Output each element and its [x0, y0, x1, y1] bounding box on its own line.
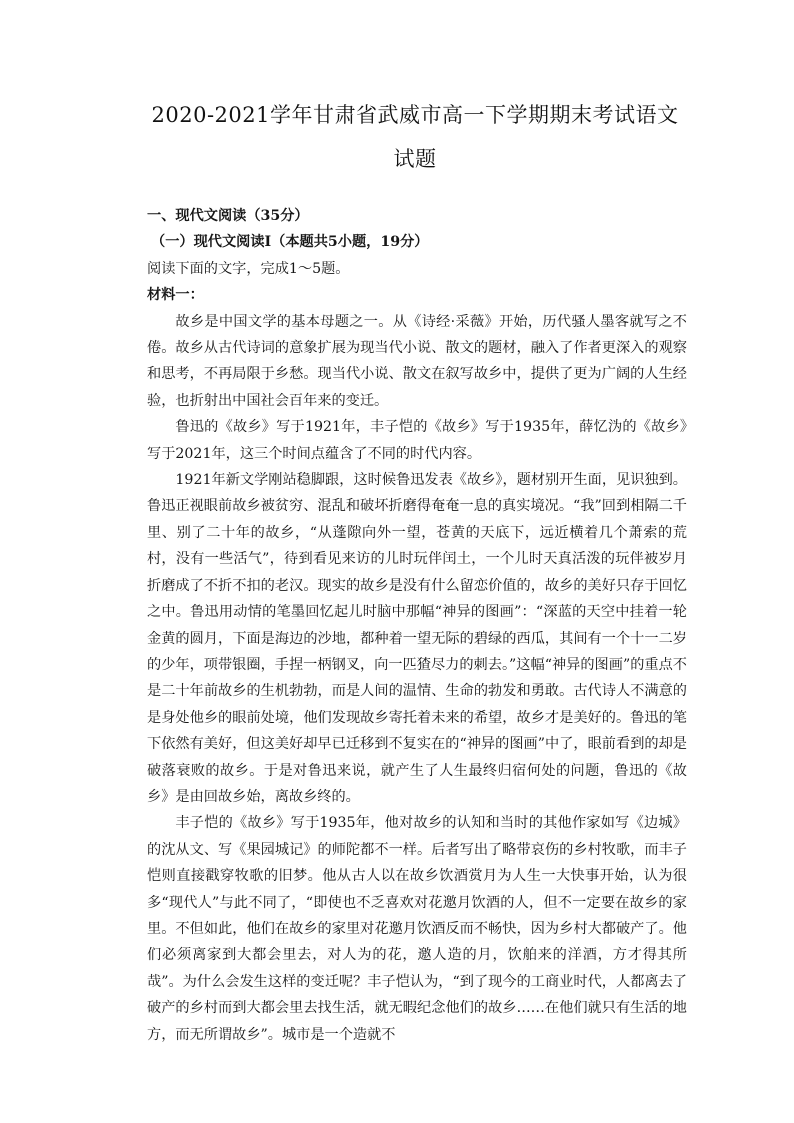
- paragraph-3: 1921年新文学刚站稳脚跟，这时候鲁迅发表《故乡》，题材别开生面，见识独到。鲁迅正视眼前故乡被贫穷、混乱和破坏折磨得奄奄一息的真实境况。“我”回到相隔二千里、别了二十年的故乡，“从蓬隙向外一望，苍黄的天底下，远近横着几个萧索的荒村，没有一些活气”，待到看见来访的儿时玩伴闰土，一个儿时天真活泼的玩伴被岁月折磨成了不折不扣的老汉。现实的故乡是没有什么留恋价值的，故乡的美好只存于回忆之中。鲁迅用动情的笔墨回忆起儿时脑中那幅“神异的图画”：“深蓝的天空中挂着一轮金黄的圆月，下面是海边的沙地，都种着一望无际的碧绿的西瓜，其间有一个十一二岁的少年，项带银圈，手捏一柄钢叉，向一匹猹尽力的刺去。”这幅“神异的图画”的重点不是二十年前故乡的生机勃勃，而是人间的温情、生命的勃发和勇敢。古代诗人不满意的是身处他乡的眼前处境，他们发现故乡寄托着未来的希望，故乡才是美好的。鲁迅的笔下依然有美好，但这美好却早已迁移到不复实在的“神异的图画”中了，眼前看到的却是破落衰败的故乡。于是对鲁迅来说，就产生了人生最终归宿何处的问题，鲁迅的《故乡》是由回故乡始，离故乡终的。: [147, 472, 687, 805]
- reading-instruction: 阅读下面的文字，完成1～5题。: [147, 260, 350, 277]
- paragraph-2: 鲁迅的《故乡》写于1921年，丰子恺的《故乡》写于1935年，薛忆沩的《故乡》写于2021年，这三个时间点蕴含了不同的时代内容。: [147, 419, 687, 462]
- subsection-heading: （一）现代文阅读Ⅰ（本题共5小题，19分）: [151, 234, 429, 251]
- paragraph-1: 故乡是中国文学的基本母题之一。从《诗经·采薇》开始，历代骚人墨客就写之不倦。故乡从古代诗词的意象扩展为现当代小说、散文的题材，融入了作者更深入的观察和思考，不再局限于乡愁。现当代小说、散文在叙写故乡中，提供了更为广阔的人生经验，也折射出中国社会百年来的变迁。: [147, 313, 687, 409]
- material-label: 材料一：: [147, 287, 204, 304]
- document-body: [147, 203, 687, 1048]
- document-title-line-1: 2020-2021学年甘肃省武威市高一下学期期末考试语文: [151, 103, 679, 127]
- paragraph-4: 丰子恺的《故乡》写于1935年，他对故乡的认知和当时的其他作家如写《边城》的沈从文、写《果园城记》的师陀都不一样。后者写出了略带哀伤的乡村牧歌，而丰子恺则直接戳穿牧歌的旧梦。他从古人以在故乡饮酒赏月为人生一大快事开始，认为很多“现代人”与此不同了，“即使也不乏喜欢对花邀月饮酒的人，但不一定要在故乡的家里。不但如此，他们在故乡的家里对花邀月饮酒反而不畅快，因为乡村大都破产了。他们必须离家到大都会里去，对人为的花，邀人造的月，饮舶来的洋酒，方才得其所哉”。为什么会发生这样的变迁呢？丰子恺认为，“到了现今的工商业时代，人都离去了破产的乡村而到大都会里去找生活，就无暇纪念他们的故乡……在他们就只有生活的地方，而无所谓故乡”。城市是一个造就不: [147, 815, 687, 1043]
- section-heading: 一、现代文阅读（35分）: [147, 208, 309, 224]
- document-title-line-2: 试题: [393, 147, 437, 171]
